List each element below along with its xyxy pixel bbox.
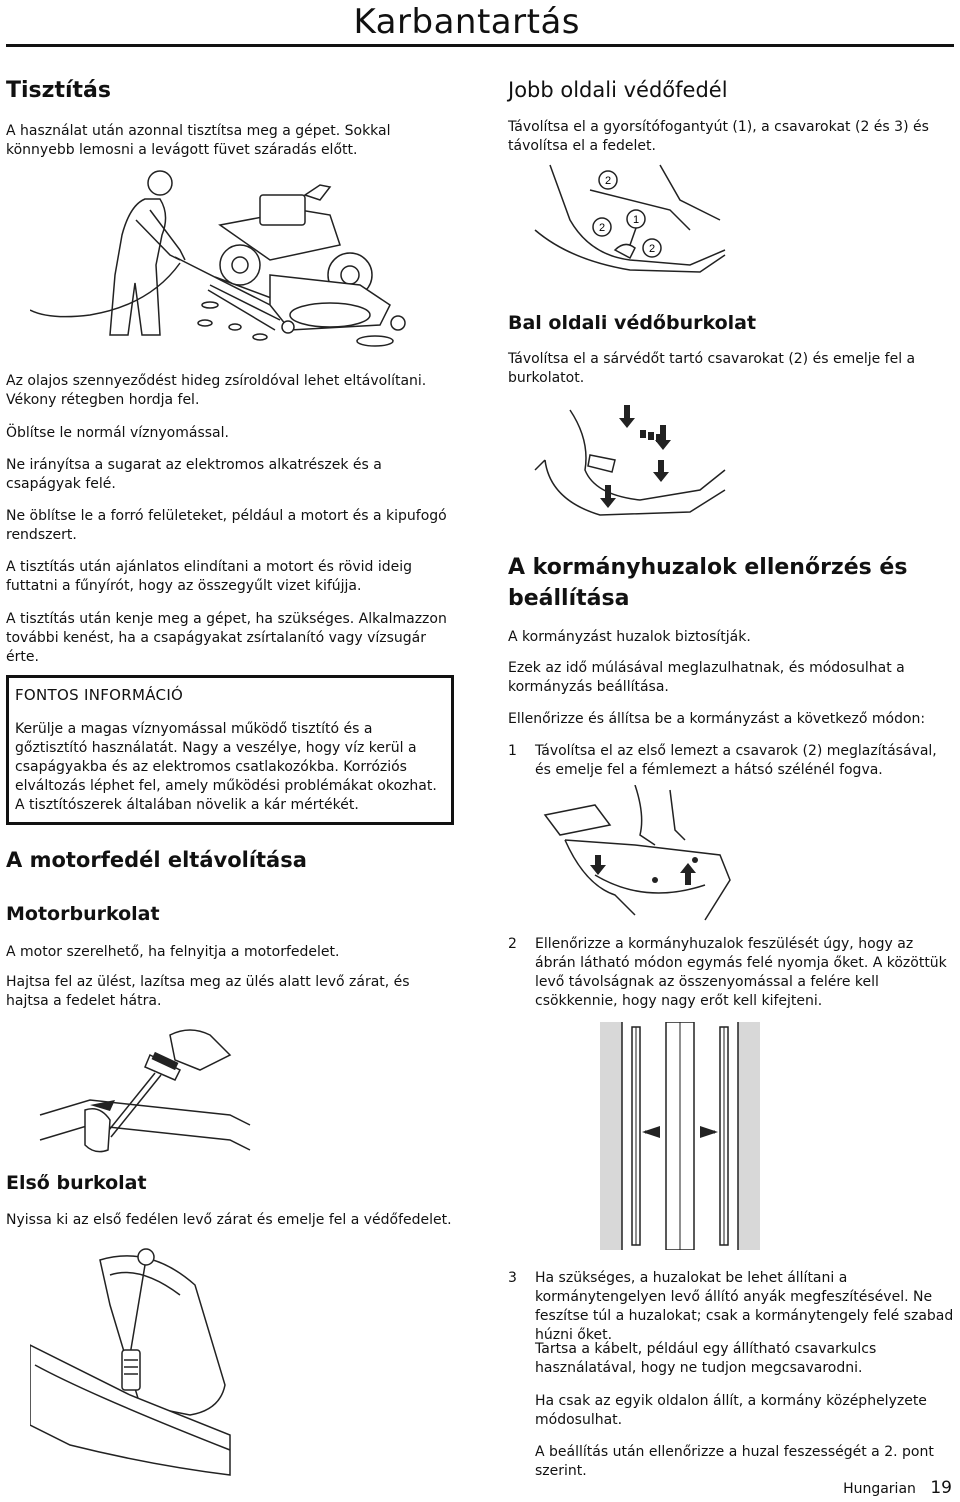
page-number: 19 (930, 1478, 952, 1498)
page-title: Karbantartás (353, 2, 580, 42)
no-hot-surfaces-text: Ne öblítse le a forró felületeket, például a motort és a kipufogó rendszert. (6, 508, 447, 543)
steering-heading (508, 552, 948, 614)
fig-label: 1 (632, 214, 640, 226)
step-number: 2 (508, 936, 517, 952)
steering-heading-line1: A kormányhuzalok ellenőrzés és (508, 555, 908, 580)
rinse-text: Öblítse le normál víznyomással. (6, 425, 229, 441)
important-notice-box (6, 675, 454, 825)
right-guard-illustration (530, 160, 730, 285)
cleaning-heading: Tisztítás (6, 78, 111, 103)
step-number: 1 (508, 743, 517, 759)
step-1-text: Távolítsa el az első lemezt a csavarok (2) meglazításával, és emelje fel a fémlemezt a hátsó szélénél fogva. (535, 743, 937, 778)
front-plate-illustration (535, 785, 735, 925)
right-guard-text: Távolítsa el a gyorsítófogantyút (1), a csavarokat (2 és 3) és távolítsa el a fedelet. (508, 119, 929, 154)
run-engine-text: A tisztítás után ajánlatos elindítani a motort és rövid ideig futtatni a fűnyírót, hogy az összegyűlt vizet kifújja. (6, 559, 413, 594)
front-cover-heading: Első burkolat (6, 1172, 147, 1194)
step-3-text-2: Tartsa a kábelt, például egy állítható csavarkulcs használatával, hogy ne tudjon megcsavarodni. (535, 1341, 877, 1376)
no-spray-electrics-text: Ne irányítsa a sugarat az elektromos alkatrészek és a csapágyak felé. (6, 457, 382, 492)
steering-text-3: Ellenőrizze és állítsa be a kormányzást a következő módon: (508, 711, 926, 727)
right-guard-heading: Jobb oldali védőfedél (508, 78, 728, 102)
steering-text-2: Ezek az idő múlásával meglazulhatnak, és módosulhat a kormányzás beállítása. (508, 660, 905, 695)
step-3-text: Ha szükséges, a huzalokat be lehet állítani a kormánytengelyen levő állító anyák megfeszítésével. Ne feszítse túl a huzalokat; csak a kormánytengely felé szabad húzni őket. (535, 1270, 954, 1343)
step-3-text-4: A beállítás után ellenőrizze a huzal feszességét a 2. pont szerint. (535, 1444, 934, 1479)
left-cover-heading: Bal oldali védőburkolat (508, 312, 757, 334)
steering-cables-illustration (600, 1022, 760, 1250)
lubricate-text: A tisztítás után kenje meg a gépet, ha szükséges. Alkalmazzon további kenést, ha a csapágyakat zsírtalanító vagy vízsugár érte. (6, 611, 447, 665)
notice-title: FONTOS INFORMÁCIÓ (15, 686, 184, 704)
fig-label: 2 (598, 222, 606, 234)
front-cover-text: Nyissa ki az első fedélen levő zárat és emelje fel a védőfedelet. (6, 1212, 452, 1228)
header-rule (6, 44, 954, 47)
engine-cover-text-1: A motor szerelhető, ha felnyitja a motorfedelet. (6, 944, 340, 960)
cleaning-intro: A használat után azonnal tisztítsa meg a gépet. Sokkal könnyebb lemosni a levágott füvet száradás előtt. (6, 123, 391, 158)
footer-language: Hungarian (843, 1481, 916, 1497)
hood-removal-heading: A motorfedél eltávolítása (6, 848, 307, 872)
oil-removal-text: Az olajos szennyeződést hideg zsíroldóval lehet eltávolítani. Vékony rétegben hordja fel. (6, 373, 427, 408)
engine-cover-text-2: Hajtsa fel az ülést, lazítsa meg az ülés alatt levő zárat, és hajtsa a fedelet hátra. (6, 974, 410, 1009)
washing-illustration (30, 165, 420, 350)
step-number: 3 (508, 1270, 517, 1286)
step-2-text: Ellenőrizze a kormányhuzalok feszülését úgy, hogy az ábrán látható módon egymás felé nyomja őket. A közöttük levő távolságnak az összenyomással a felére kell csökkennie, hogy nagy erőt kell kifejteni. (535, 936, 947, 1009)
left-cover-illustration (530, 400, 730, 530)
engine-cover-heading: Motorburkolat (6, 903, 160, 925)
fig-label: 2 (648, 243, 656, 255)
front-cover-illustration (30, 1245, 240, 1490)
steering-heading-line2: beállítása (508, 586, 630, 611)
notice-text: Kerülje a magas víznyomással működő tisztító és a gőztisztító használatát. Nagy a veszélye, hogy víz kerül a csapágyakba és az elektromos csatlakozókba. Korróziós elváltozás léphet fel, amely működési problémákat okozhat. A tisztítószerek általában növelik a kár mértékét. (15, 721, 437, 813)
steering-text-1: A kormányzást huzalok biztosítják. (508, 629, 751, 645)
seat-latch-illustration (30, 1025, 260, 1165)
left-cover-text: Távolítsa el a sárvédőt tartó csavarokat (2) és emelje fel a burkolatot. (508, 351, 916, 386)
step-3-text-3: Ha csak az egyik oldalon állít, a kormány középhelyzete módosulhat. (535, 1393, 927, 1428)
fig-label: 2 (604, 175, 612, 187)
page-footer (843, 1478, 952, 1498)
